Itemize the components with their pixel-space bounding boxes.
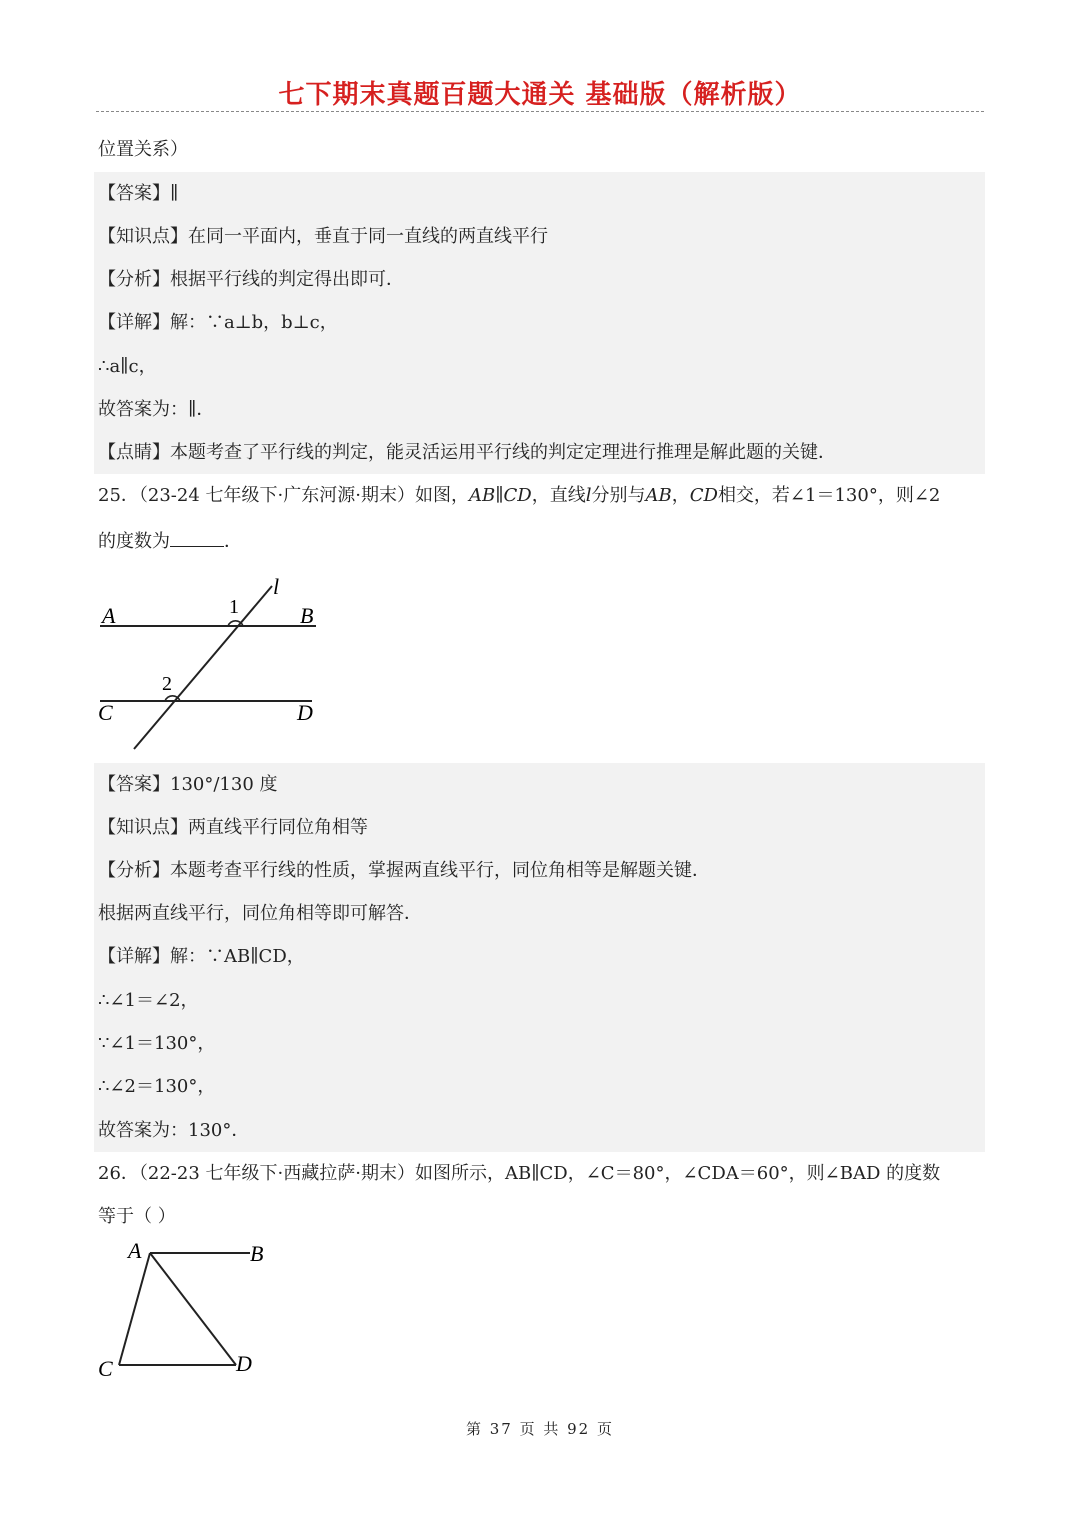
label-a: A bbox=[102, 603, 116, 628]
q25-ab-parallel-cd: AB∥CD bbox=[468, 485, 532, 506]
q26-source: （22-23 七年级下·西藏拉萨·期末） bbox=[138, 1163, 415, 1184]
label-d: D bbox=[297, 700, 313, 725]
q25-number: 25． bbox=[98, 485, 139, 506]
q25-detail bbox=[98, 945, 305, 969]
knowledge-text: 在同一平面内，垂直于同一直线的两直线平行 bbox=[188, 226, 548, 247]
page-header-title: 七下期末真题百题大通关 基础版（解析版） bbox=[278, 80, 802, 110]
q25-detail-line3: ∵∠1＝130°， bbox=[98, 1033, 216, 1054]
q25-knowledge bbox=[98, 816, 368, 840]
q25-stem-part: 相交，若∠1＝130°，则∠2 bbox=[717, 485, 941, 506]
q24-answer bbox=[98, 182, 178, 206]
q25-detail-line5: 故答案为：130°． bbox=[98, 1120, 250, 1141]
detail-text: 解：∵AB∥CD， bbox=[170, 946, 305, 967]
q25-stem-part: 如图， bbox=[414, 485, 469, 506]
knowledge-text: 两直线平行同位角相等 bbox=[188, 817, 368, 838]
label-l: l bbox=[273, 574, 280, 599]
q26-stem-line2: 等于（ ） bbox=[98, 1206, 176, 1227]
q26-figure bbox=[90, 1236, 290, 1386]
q24-detail-line2: ∴a∥c， bbox=[98, 356, 157, 377]
detail-label: 【详解】 bbox=[98, 946, 170, 967]
label-c: C bbox=[98, 1356, 113, 1381]
label-a: A bbox=[128, 1238, 142, 1263]
q25-stem-part: ， bbox=[671, 485, 690, 506]
q25-stem bbox=[98, 484, 940, 508]
header-divider bbox=[96, 111, 984, 112]
analysis-text: 本题考查平行线的性质，掌握两直线平行，同位角相等是解题关键． bbox=[170, 860, 710, 881]
analysis-text: 根据平行线的判定得出即可． bbox=[170, 269, 404, 290]
q25-stem-part: ，直线 bbox=[531, 485, 586, 506]
detail-label: 【详解】 bbox=[98, 312, 170, 333]
q24-comment bbox=[98, 441, 836, 465]
q24-knowledge bbox=[98, 225, 548, 249]
q26-number: 26． bbox=[98, 1163, 139, 1184]
answer-blank bbox=[170, 528, 224, 547]
analysis-label: 【分析】 bbox=[98, 269, 170, 290]
knowledge-label: 【知识点】 bbox=[98, 817, 188, 838]
q25-detail-line4: ∴∠2＝130°， bbox=[98, 1076, 216, 1097]
q25-stem-part: ． bbox=[224, 531, 242, 552]
line-ac bbox=[119, 1253, 150, 1365]
comment-text: 本题考查了平行线的判定，能灵活运用平行线的判定定理进行推理是解此题的关键． bbox=[170, 442, 836, 463]
answer-label: 【答案】 bbox=[98, 183, 170, 204]
label-c: C bbox=[98, 700, 113, 725]
page-footer: 第 37 页 共 92 页 bbox=[465, 1420, 614, 1438]
q24-tail-text: 位置关系） bbox=[98, 139, 188, 160]
knowledge-label: 【知识点】 bbox=[98, 226, 188, 247]
q25-stem-part: 分别与 bbox=[591, 485, 646, 506]
q25-ab: AB bbox=[645, 485, 672, 506]
detail-text: 解：∵a⊥b，b⊥c， bbox=[170, 312, 338, 333]
label-angle-1: 1 bbox=[229, 596, 239, 618]
q25-stem-part: 的度数为 bbox=[98, 531, 170, 552]
q25-answer bbox=[98, 773, 278, 797]
q24-detail-line3: 故答案为：∥． bbox=[98, 399, 215, 420]
q25-detail-line2: ∴∠1＝∠2， bbox=[98, 990, 199, 1011]
label-b: B bbox=[250, 1241, 264, 1266]
q25-analysis bbox=[98, 859, 710, 883]
answer-value: ∥ bbox=[170, 183, 179, 204]
label-d: D bbox=[236, 1351, 252, 1376]
line-l bbox=[134, 586, 272, 749]
q25-source: （23-24 七年级下·广东河源·期末） bbox=[138, 485, 415, 506]
analysis-label: 【分析】 bbox=[98, 860, 170, 881]
q25-line-l: l bbox=[585, 485, 592, 506]
q26-stem bbox=[98, 1162, 940, 1186]
label-b: B bbox=[300, 603, 314, 628]
q26-stem-text: 如图所示，AB∥CD，∠C＝80°，∠CDA＝60°，则∠BAD 的度数 bbox=[414, 1163, 941, 1184]
q25-stem-line2 bbox=[98, 528, 242, 554]
q24-analysis bbox=[98, 268, 404, 292]
label-angle-2: 2 bbox=[162, 673, 172, 695]
comment-label: 【点睛】 bbox=[98, 442, 170, 463]
line-ad bbox=[150, 1253, 236, 1365]
q24-detail bbox=[98, 311, 338, 335]
q25-figure bbox=[90, 570, 330, 760]
answer-value: 130°/130 度 bbox=[170, 774, 278, 795]
q25-cd: CD bbox=[689, 485, 718, 506]
q25-analysis-line2: 根据两直线平行，同位角相等即可解答． bbox=[98, 903, 422, 924]
answer-label: 【答案】 bbox=[98, 774, 170, 795]
